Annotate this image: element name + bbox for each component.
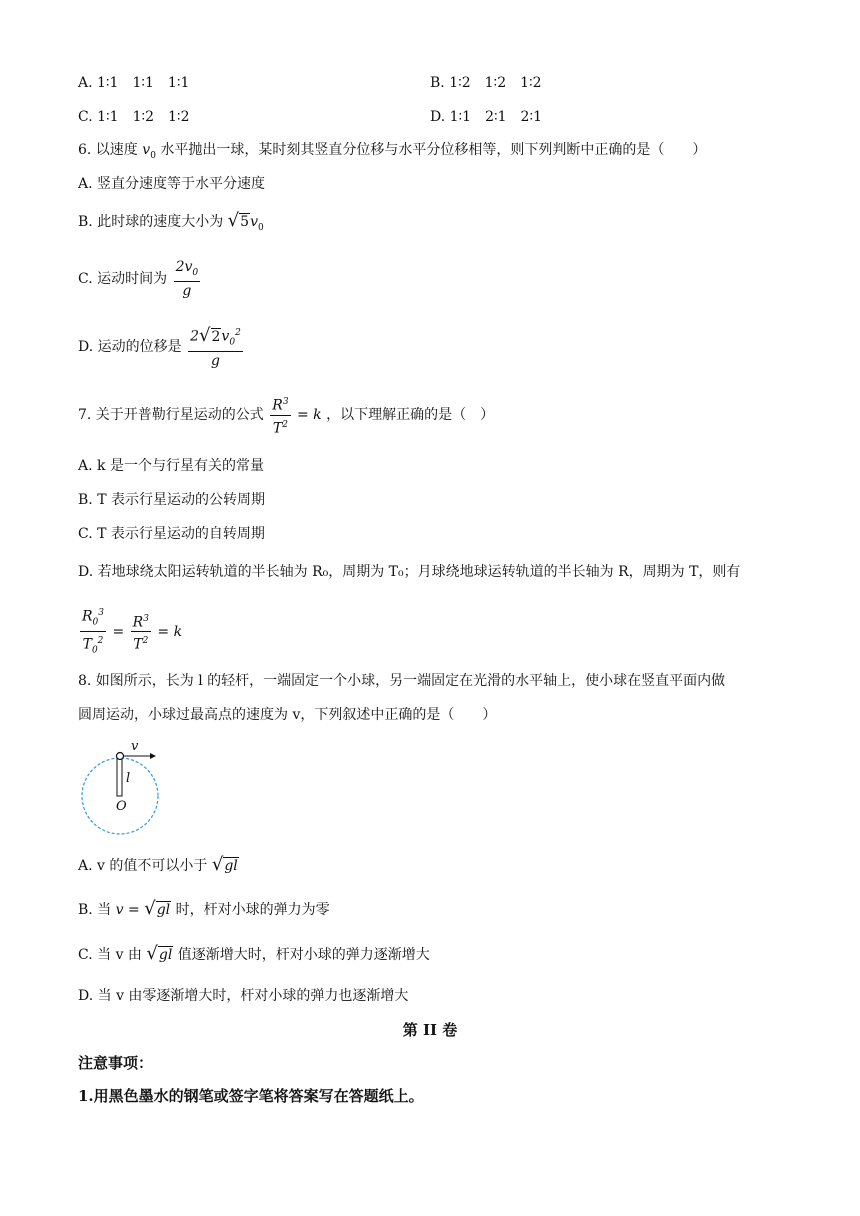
label-v: v (131, 739, 139, 754)
q5-option-c: C. 1∶1 1∶2 1∶2 (78, 109, 190, 125)
q6-option-a: A. 竖直分速度等于水平分速度 (78, 176, 266, 192)
q7-option-b: B. T 表示行星运动的公转周期 (78, 492, 265, 508)
q8-figure (78, 738, 168, 838)
q8-option-a: A. v 的值不可以小于 √ gl (78, 854, 238, 875)
q7-option-d: D. 若地球绕太阳运转轨道的半长轴为 R₀，周期为 T₀；月球绕地球运转轨道的半长轴为 R，周期为 T，则有 (78, 564, 741, 580)
light-rod (117, 756, 122, 796)
label-l: l (126, 771, 131, 786)
q7-stem: 7. 关于开普勒行星运动的公式 $\frac{R^3}{T^2}$ = k ，以下理解正确的是（ ） (78, 392, 494, 438)
q8-stem-line2: 圆周运动，小球过最高点的速度为 v，下列叙述中正确的是（ ） (78, 707, 497, 723)
q6-option-c: C. 运动时间为 $\frac{2v_0}{g}$ (78, 258, 199, 300)
q8-option-b: B. 当 v = √ gl 时，杆对小球的弹力为零 (78, 898, 330, 919)
q7-formula: $\frac{R_0^3}{T_0^2}$ = $\frac{R^3}{T^2}$ = k (78, 604, 182, 650)
label-o: O (116, 799, 127, 814)
q8-stem-line1: 8. 如图所示，长为 l 的轻杆，一端固定一个小球，另一端固定在光滑的水平轴上，使小球在竖直平面内做 (78, 673, 726, 689)
q5-option-a: A. 1∶1 1∶1 1∶1 (78, 75, 190, 91)
q7-option-a: A. k 是一个与行星有关的常量 (78, 458, 264, 474)
notes-item-1: 1.用黑色墨水的钢笔或签字笔将答案写在答题纸上。 (78, 1087, 424, 1105)
small-ball (117, 753, 124, 760)
velocity-arrowhead (150, 753, 156, 759)
section-title: 第 II 卷 (402, 1021, 458, 1039)
q8-option-d: D. 当 v 由零逐渐增大时，杆对小球的弹力也逐渐增大 (78, 988, 409, 1004)
q6-option-d: D. 运动的位移是 2 √ 2 $v_0^2$ g (78, 324, 241, 370)
rod-circle-diagram (78, 738, 168, 838)
q5-option-b: B. 1∶2 1∶2 1∶2 (430, 75, 542, 91)
q5-option-d: D. 1∶1 2∶1 2∶1 (430, 109, 542, 125)
q6-stem: 6. 以速度 $v_0$ 水平抛出一球，某时刻其竖直分位移与水平分位移相等，则下列判断中正确的是（ ） (78, 142, 707, 161)
q6-option-b: B. 此时球的速度大小为 √ 5 $v_0$ (78, 210, 264, 233)
notes-heading: 注意事项： (78, 1054, 154, 1072)
q8-option-c: C. 当 v 由 √ gl 值逐渐增大时，杆对小球的弹力逐渐增大 (78, 943, 430, 964)
q7-option-c: C. T 表示行星运动的自转周期 (78, 526, 265, 542)
